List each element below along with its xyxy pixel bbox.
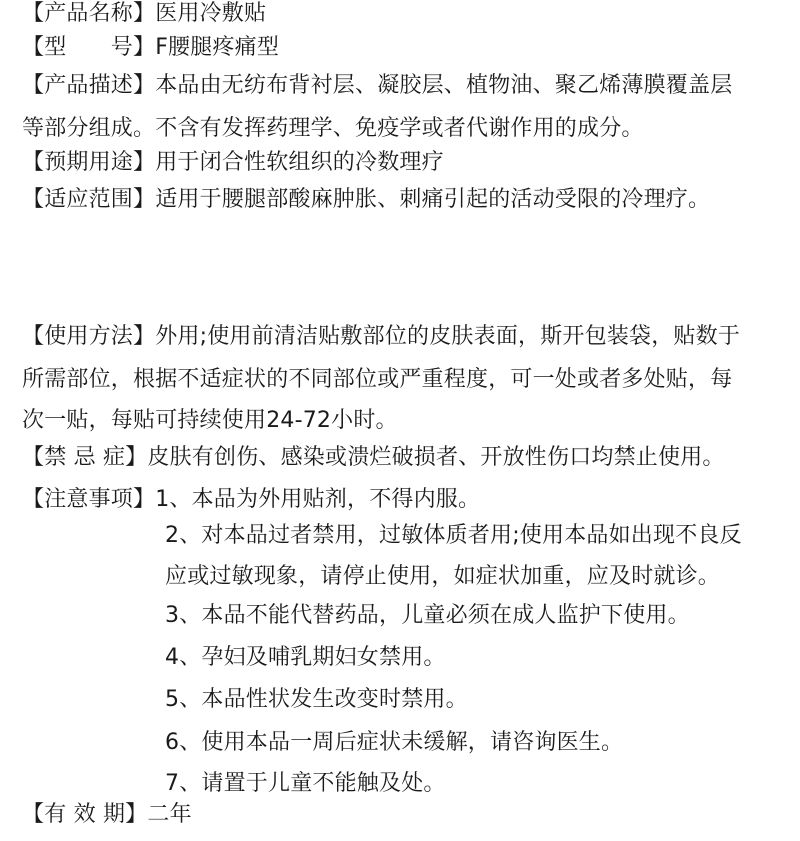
usage-label: 【使用方法】 (22, 324, 156, 349)
validity-value: 二年 (147, 802, 192, 827)
precaution-item-4: 4、孕妇及哺乳期妇女禁用。 (165, 645, 446, 670)
precaution-item-1: 1、本品为外用贴剂，不得内服。 (155, 487, 481, 512)
description-continuation (22, 115, 644, 143)
scope-label: 【适应范围】 (22, 187, 156, 212)
contraindications-value: 皮肤有创伤、感染或溃烂破损者、开放性伤口均禁止使用。 (147, 445, 725, 470)
usage-line-2: 所需部位，根据不适症状的不同部位或严重程度，可一处或者多处贴，每 (22, 367, 733, 392)
model-label: 【型 号】 (22, 35, 156, 60)
precaution-item-6: 6、使用本品一周后症状未缓解，请咨询医生。 (165, 730, 624, 755)
usage-line-1: 外用;使用前清洁贴敷部位的皮肤表面，斯开包装袋，贴数于 (155, 324, 741, 349)
validity-label: 【有 效 期】 (22, 802, 148, 827)
product-name-label: 【产品名称】 (22, 1, 156, 26)
precaution-item-2-continued: 应或过敏现象，请停止使用，如症状加重，应及时就诊。 (165, 564, 721, 589)
description-line-1: 本品由无纺布背衬层、凝胶层、植物油、聚乙烯薄膜覆盖层 (155, 73, 733, 98)
scope-value: 适用于腰腿部酸麻肿胀、刺痛引起的活动受限的冷理疗。 (155, 187, 711, 212)
precautions-row (22, 486, 480, 514)
contraindications-row (22, 444, 725, 472)
usage-line-3: 次一贴，每贴可持续使用24-72小时。 (22, 408, 398, 433)
precautions-label: 【注意事项】 (22, 487, 156, 512)
precaution-item-3: 3、本品不能代替药品，儿童必须在成人监护下使用。 (165, 603, 690, 628)
model-row (22, 34, 279, 62)
intended-use-row (22, 149, 444, 177)
product-name-value: 医用冷敷贴 (155, 1, 267, 26)
usage-continuation-2 (22, 407, 398, 435)
contraindications-label: 【禁 忌 症】 (22, 445, 148, 470)
description-label: 【产品描述】 (22, 73, 156, 98)
precaution-item-5: 5、本品性状发生改变时禁用。 (165, 687, 468, 712)
validity-row (22, 801, 192, 829)
description-row (22, 72, 732, 100)
usage-continuation-1 (22, 366, 732, 394)
precaution-item-2: 2、对本品过者禁用，过敏体质者用;使用本品如出现不良反 (165, 523, 742, 548)
usage-row (22, 323, 740, 351)
intended-use-value: 用于闭合性软组织的冷数理疗 (155, 150, 444, 175)
product-name-row (22, 0, 266, 28)
model-value: F腰腿疼痛型 (155, 35, 280, 60)
scope-row (22, 186, 710, 214)
intended-use-label: 【预期用途】 (22, 150, 156, 175)
description-line-2: 等部分组成。不含有发挥药理学、免疫学或者代谢作用的成分。 (22, 116, 644, 141)
precaution-item-7: 7、请置于儿童不能触及处。 (165, 771, 446, 796)
